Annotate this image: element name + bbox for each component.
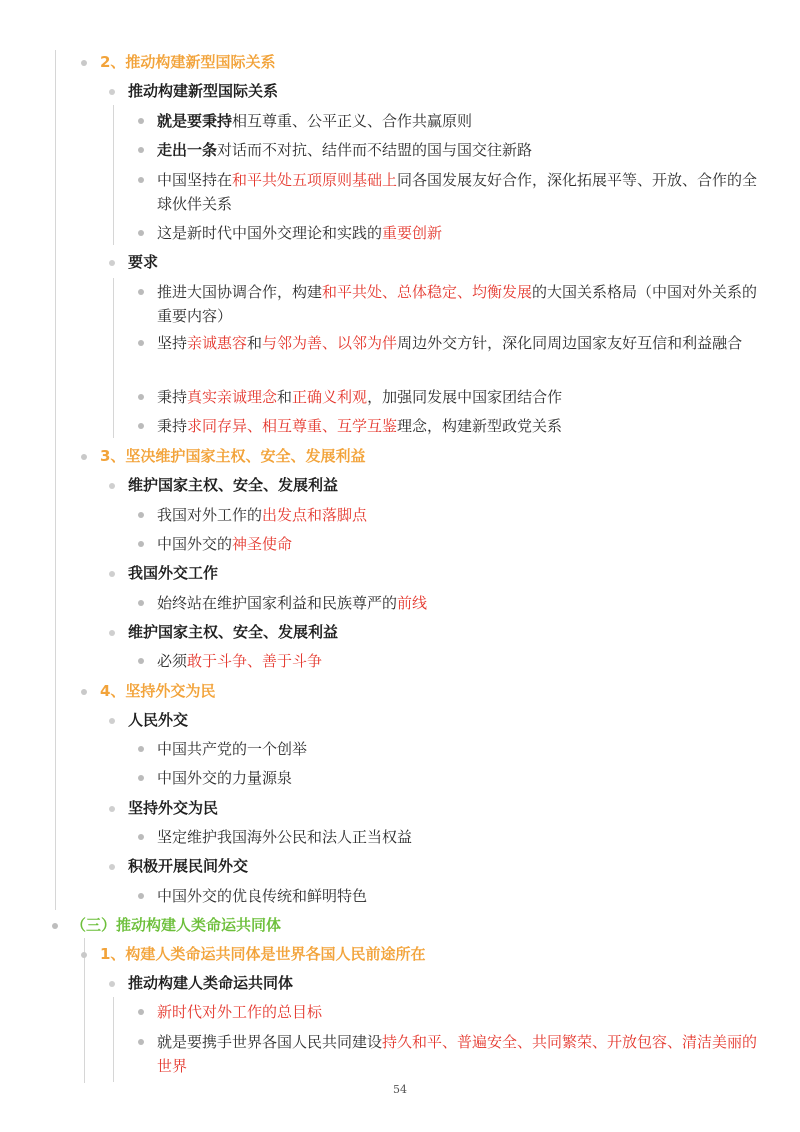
highlight-text: 持久和平、普遍安全、共同繁荣、开放包容、清洁美丽的世界 [157,1033,758,1075]
outline-text: 中国外交的优良传统和鲜明特色 [157,887,368,905]
bullet-icon [109,806,115,812]
bullet-icon [138,230,144,236]
outline-item-level-3 [157,884,764,908]
outline-text: 1、构建人类命运共同体是世界各国人民前途所在 [100,945,426,963]
bullet-icon [138,512,144,518]
outline-text: 坚持 [157,334,188,352]
outline-text: 这是新时代中国外交理论和实践的 [157,224,383,242]
outline-item-level-3 [157,649,764,673]
outline-item-level-3 [157,109,764,133]
outline-text: 走出一条 [157,141,218,159]
bullet-icon [138,775,144,781]
bullet-icon [52,923,58,929]
outline-text: 中国共产党的一个创举 [157,740,308,758]
bullet-icon [138,118,144,124]
highlight-text: 前线 [397,594,428,612]
bullet-icon [138,1009,144,1015]
outline-item-level-2 [128,561,764,585]
outline-text: 的大国关系格局（中国对外关系的重要内容） [157,283,758,325]
highlight-text: 出发点和落脚点 [262,506,368,524]
outline-text: （三）推动构建人类命运共同体 [71,916,282,934]
outline-text: 秉持 [157,388,188,406]
outline-item-level-3 [157,138,764,162]
outline-text: 维护国家主权、安全、发展利益 [128,623,339,641]
outline-text: 对话而不对抗、结伴而不结盟的国与国交往新路 [217,141,533,159]
outline-text: 推动构建人类命运共同体 [128,974,294,992]
highlight-text: 真实亲诚理念 [187,388,278,406]
outline-text: 我国外交工作 [128,564,219,582]
outline-text: 坚持外交为民 [128,799,219,817]
outline-text: 和 [277,388,293,406]
bullet-icon [109,89,115,95]
outline-item-level-3 [157,591,764,615]
bullet-icon [138,147,144,153]
highlight-text: 亲诚惠容 [187,334,248,352]
bullet-icon [138,746,144,752]
highlight-text: 与邻为善、以邻为伴 [262,334,398,352]
bullet-icon [138,600,144,606]
bullet-icon [109,718,115,724]
outline-guide-line [55,50,56,910]
outline-text: 相互尊重、公平正义、合作共赢原则 [232,112,473,130]
outline-text: 中国坚持在 [157,171,233,189]
outline-text: 必须 [157,652,188,670]
bullet-icon [138,423,144,429]
outline-text: 3、坚决维护国家主权、安全、发展利益 [100,447,366,465]
outline-item-level-1 [100,50,764,74]
outline-text: 推进大国协调合作，构建 [157,283,323,301]
outline-item-level-1 [100,942,764,966]
outline-item-level-2 [128,971,764,995]
outline-item-level-3 [157,385,764,409]
outline-item-level-3 [157,1000,764,1024]
outline-text: 理念，构建新型政党关系 [397,417,563,435]
bullet-icon [138,289,144,295]
bullet-icon [109,260,115,266]
highlight-text: 正确义利观 [292,388,368,406]
outline-item-level-3 [157,331,764,355]
bullet-icon [109,483,115,489]
outline-item-level-1 [100,679,764,703]
bullet-icon [138,394,144,400]
bullet-icon [138,834,144,840]
bullet-icon [81,454,87,460]
outline-text: 就是要携手世界各国人民共同建设 [157,1033,383,1051]
outline-item-level-3 [157,532,764,556]
outline-text: 要求 [128,253,159,271]
outline-text: 维护国家主权、安全、发展利益 [128,476,339,494]
outline-item-level-2 [128,79,764,103]
bullet-icon [81,60,87,66]
bullet-icon [138,658,144,664]
outline-text: 人民外交 [128,711,189,729]
bullet-icon [81,689,87,695]
outline-guide-line [113,997,114,1082]
bullet-icon [138,893,144,899]
outline-guide-line [113,278,114,438]
outline-text: 4、坚持外交为民 [100,682,216,700]
outline-item-level-3 [157,221,764,245]
outline-item-level-3 [157,168,764,216]
outline-text: 坚定维护我国海外公民和法人正当权益 [157,828,413,846]
bullet-icon [109,630,115,636]
bullet-icon [138,541,144,547]
outline-guide-line [113,105,114,245]
outline-text: 就是要秉持 [157,112,233,130]
outline-text: 2、推动构建新型国际关系 [100,53,276,71]
highlight-text: 新时代对外工作的总目标 [157,1003,323,1021]
outline-item-level-3 [157,1030,764,1078]
outline-text: 同各国发展友好合作，深化拓展平等、开放、合作的全球伙伴关系 [157,171,758,213]
outline-item-level-3 [157,503,764,527]
outline-text: 我国对外工作的 [157,506,263,524]
bullet-icon [109,864,115,870]
outline-item-level-2 [128,250,764,274]
outline-text: 始终站在维护国家利益和民族尊严的 [157,594,398,612]
highlight-text: 重要创新 [382,224,443,242]
outline-text: 中国外交的 [157,535,233,553]
outline-guide-line [84,938,85,1083]
highlight-text: 敢于斗争、善于斗争 [187,652,323,670]
outline-text: 秉持 [157,417,188,435]
bullet-icon [138,1039,144,1045]
page-number: 54 [393,1083,407,1096]
outline-item-level-2 [128,620,764,644]
outline-text: 积极开展民间外交 [128,857,249,875]
outline-item-level-3 [157,825,764,849]
bullet-icon [109,981,115,987]
outline-item-level-1 [100,444,764,468]
highlight-text: 和平共处五项原则基础上 [232,171,398,189]
outline-item-level-0 [71,913,764,937]
outline-item-level-2 [128,708,764,732]
outline-item-level-3 [157,737,764,761]
highlight-text: 神圣使命 [232,535,293,553]
bullet-icon [109,571,115,577]
bullet-icon [81,952,87,958]
highlight-text: 求同存异、相互尊重、互学互鉴 [187,417,398,435]
outline-item-level-3 [157,280,764,328]
outline-text: ，加强同发展中国家团结合作 [367,388,563,406]
outline-item-level-3 [157,414,764,438]
outline-item-level-2 [128,854,764,878]
outline-text: 周边外交方针，深化同周边国家友好互信和利益融合 [397,334,743,352]
outline-text: 中国外交的力量源泉 [157,769,293,787]
outline-text: 推动构建新型国际关系 [128,82,279,100]
highlight-text: 和平共处、总体稳定、均衡发展 [322,283,533,301]
outline-item-level-2 [128,796,764,820]
bullet-icon [138,177,144,183]
outline-text: 和 [247,334,263,352]
bullet-icon [138,340,144,346]
outline-item-level-2 [128,473,764,497]
outline-item-level-3 [157,766,764,790]
